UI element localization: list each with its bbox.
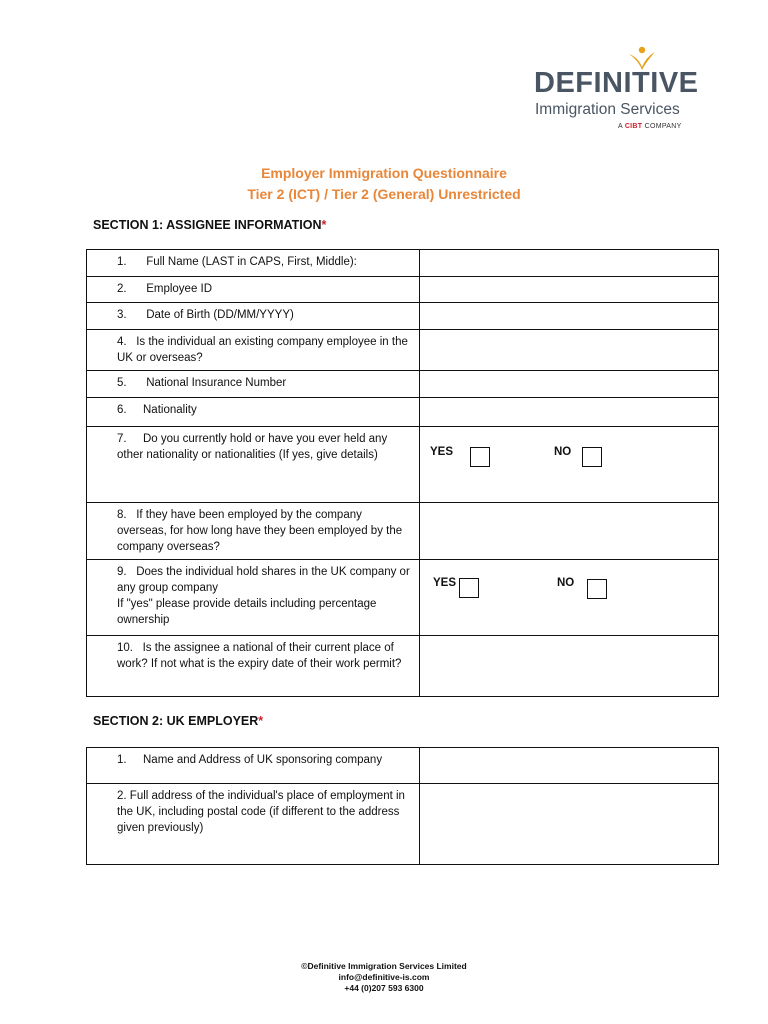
assignee-info-table [86, 249, 719, 697]
table-row [87, 250, 719, 277]
national-insurance-answer-field[interactable] [420, 371, 719, 398]
table-row [87, 748, 719, 784]
question-cell: 6. Nationality [87, 398, 420, 427]
footer [0, 961, 768, 994]
table-row [87, 371, 719, 398]
overseas-employment-answer-field[interactable] [420, 503, 719, 560]
question-cell: 10. Is the assignee a national of their current place of work? If not what is the expiry date of their work permit? [87, 636, 420, 697]
nationality-answer-field[interactable] [420, 398, 719, 427]
footer-company: ©Definitive Immigration Services Limited [301, 961, 467, 971]
table-row [87, 330, 719, 371]
no-label: NO [557, 577, 575, 589]
question-cell: 1. Full Name (LAST in CAPS, First, Middle): [87, 250, 420, 277]
question-cell: 2. Full address of the individual's place of employment in the UK, including postal code (if different to the address given previously) [87, 784, 420, 865]
logo-wordmark: DEFINITIVE [534, 67, 699, 99]
logo-tagline: A CIBT COMPANY [618, 123, 682, 130]
question-cell: 8. If they have been employed by the company overseas, for how long have they been employed by the company overseas? [87, 503, 420, 560]
employee-id-answer-field[interactable] [420, 277, 719, 303]
uk-sponsor-answer-field[interactable] [420, 748, 719, 784]
question-cell: 2. Employee ID [87, 277, 420, 303]
yes-checkbox[interactable] [459, 578, 479, 598]
national-work-permit-answer-field[interactable] [420, 636, 719, 697]
table-row [87, 636, 719, 697]
place-of-employment-answer-field[interactable] [420, 784, 719, 865]
footer-email: info@definitive-is.com [338, 972, 430, 982]
table-row [87, 303, 719, 330]
section-2-heading: SECTION 2: UK EMPLOYER* [93, 714, 264, 728]
question-cell: 3. Date of Birth (DD/MM/YYYY) [87, 303, 420, 330]
section-1-heading: SECTION 1: ASSIGNEE INFORMATION* [93, 218, 327, 232]
existing-employee-answer-field[interactable] [420, 330, 719, 371]
table-row [87, 277, 719, 303]
other-nationality-answer-cell [420, 427, 719, 503]
document-title: Employer Immigration Questionnaire [261, 165, 507, 181]
full-name-answer-field[interactable] [420, 250, 719, 277]
shares-answer-cell [420, 560, 719, 636]
question-cell: 1. Name and Address of UK sponsoring company [87, 748, 420, 784]
uk-employer-table [86, 747, 719, 865]
yes-checkbox[interactable] [470, 447, 490, 467]
date-of-birth-answer-field[interactable] [420, 303, 719, 330]
no-checkbox[interactable] [587, 579, 607, 599]
yes-label: YES [433, 577, 457, 589]
question-cell: 4. Is the individual an existing company employee in the UK or overseas? [87, 330, 420, 371]
question-cell: 9. Does the individual hold shares in the UK company or any group company If "yes" please provide details including percentage ownership [87, 560, 420, 636]
table-row [87, 398, 719, 427]
table-row [87, 784, 719, 865]
yes-label: YES [430, 446, 454, 458]
no-label: NO [554, 446, 572, 458]
table-row [87, 503, 719, 560]
question-cell: 5. National Insurance Number [87, 371, 420, 398]
table-row [87, 560, 719, 636]
company-logo [534, 45, 699, 135]
question-cell: 7. Do you currently hold or have you ever held any other nationality or nationalities (If yes, give details) [87, 427, 420, 503]
document-subtitle: Tier 2 (ICT) / Tier 2 (General) Unrestricted [247, 186, 521, 202]
logo-subtitle: Immigration Services [535, 101, 680, 118]
no-checkbox[interactable] [582, 447, 602, 467]
footer-phone: +44 (0)207 593 6300 [344, 983, 424, 993]
table-row [87, 427, 719, 503]
